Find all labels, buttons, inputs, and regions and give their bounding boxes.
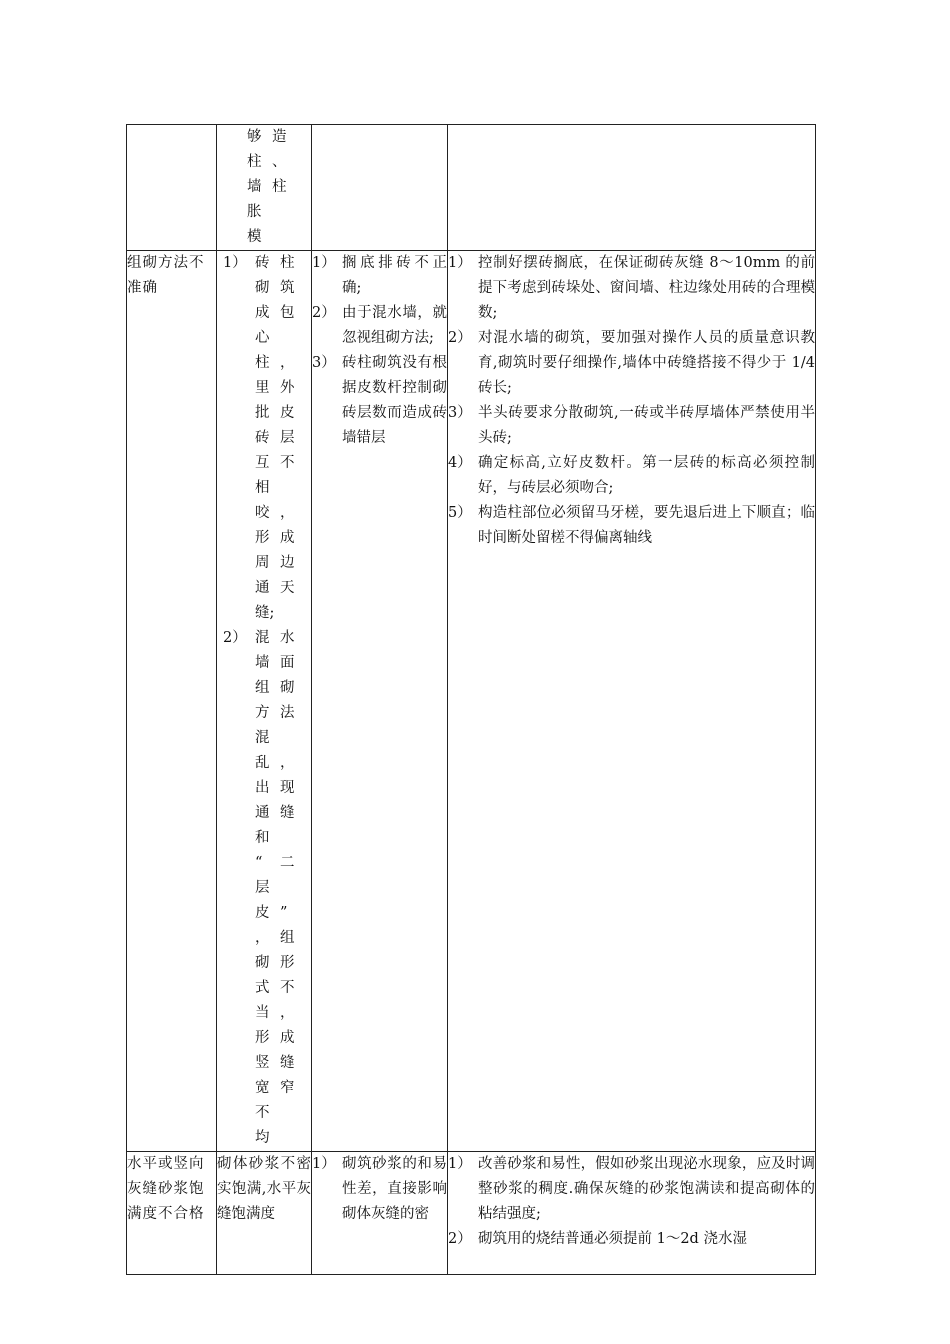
glyph: 组 [280, 930, 295, 946]
glyph: 形 [280, 955, 295, 971]
glyph: 和 [255, 830, 270, 846]
item-chars [255, 626, 305, 1151]
glyph: 不 [280, 980, 295, 996]
glyph: 宽 [255, 1080, 270, 1096]
item-text: 砌筑用的烧结普通必须提前 1～2d 浇水湿 [478, 1231, 747, 1247]
glyph: 互 [255, 455, 270, 471]
glyph: 窄 [280, 1080, 295, 1096]
item-number: 1） [448, 1156, 472, 1172]
glyph: 够 [247, 129, 262, 145]
reason-cell [312, 125, 448, 251]
item-text: 对混水墙的砌筑，要加强对操作人员的质量意识教育,砌筑时要仔细操作,墙体中砖缝搭接不得少于 1/4 砖长; [478, 330, 815, 396]
item-number: 5） [448, 505, 472, 521]
glyph: 不 [280, 455, 295, 471]
glyph: 包 [280, 305, 295, 321]
cause-cell [127, 125, 217, 251]
glyph: 柱 [255, 355, 270, 371]
list-item [448, 326, 815, 401]
item-number: 1） [223, 255, 247, 271]
glyph: 成 [255, 305, 270, 321]
glyph: 缝 [280, 1055, 295, 1071]
list-item [312, 251, 447, 301]
glyph: 水 [280, 630, 295, 646]
symptom-text: 砌体砂浆不密实饱满,水平灰缝饱满度 [217, 1156, 311, 1222]
glyph: 造 [272, 129, 287, 145]
item-number: 3） [448, 405, 472, 421]
glyph: 皮 [255, 905, 270, 921]
glyph [280, 326, 305, 351]
glyph: 胀模 [247, 204, 262, 245]
list-item [448, 251, 815, 326]
item-number: 3） [312, 355, 336, 371]
glyph: 当 [255, 1005, 270, 1021]
item-text: 确定标高,立好皮数杆。第一层砖的标高必须控制好，与砖层必须吻合; [478, 455, 815, 496]
reason-list [312, 251, 447, 451]
glyph: 乱 [255, 755, 270, 771]
list-item [448, 1227, 815, 1252]
item-text: 由于混水墙，就忽视组砌方法; [342, 305, 447, 346]
glyph: 混 [255, 630, 270, 646]
glyph: 不均 [255, 1105, 270, 1146]
glyph: 边 [280, 555, 295, 571]
cause-cell [127, 251, 217, 1152]
glyph: 、 [272, 154, 287, 170]
glyph [280, 826, 305, 851]
reason-list [312, 1152, 447, 1227]
glyph: 周 [255, 555, 270, 571]
item-number: 2） [448, 330, 472, 346]
item-chars [255, 251, 305, 626]
list-item [223, 626, 311, 1151]
list-item [312, 1152, 447, 1227]
glyph: ， [280, 505, 295, 521]
quality-table [126, 124, 816, 1275]
glyph: 混 [255, 730, 270, 746]
glyph: 墙 [247, 179, 262, 195]
glyph: 面 [280, 655, 295, 671]
glyph: 心 [255, 330, 270, 346]
glyph: 通 [255, 805, 270, 821]
glyph: 成 [280, 1030, 295, 1046]
item-number: 1） [312, 255, 336, 271]
glyph: 批 [255, 405, 270, 421]
glyph: 成 [280, 530, 295, 546]
glyph: 现 [280, 780, 295, 796]
glyph: 形 [255, 1030, 270, 1046]
glyph: 相 [255, 480, 270, 496]
glyph: 砖 [255, 255, 270, 271]
measure-cell [448, 251, 816, 1152]
item-text: 构造柱部位必须留马牙槎，要先退后进上下顺直；临时间断处留槎不得偏离轴线 [478, 505, 815, 546]
symptom-cell [217, 125, 312, 251]
item-number: 2） [312, 305, 336, 321]
list-item [448, 451, 815, 501]
symptom-chars [247, 125, 297, 250]
list-item [312, 351, 447, 451]
table-row [127, 251, 816, 1152]
glyph: 砖 [255, 430, 270, 446]
measure-cell [448, 1152, 816, 1275]
glyph: ” [280, 905, 288, 921]
glyph: 砌 [255, 955, 270, 971]
measure-list [448, 251, 815, 551]
item-text: 改善砂浆和易性，假如砂浆出现泌水现象，应及时调整砂浆的稠度.确保灰缝的砂浆饱满读和提高砌体的粘结强度; [478, 1156, 815, 1222]
glyph: ， [255, 930, 270, 946]
glyph: 层 [255, 880, 270, 896]
glyph: 形 [255, 530, 270, 546]
measure-cell [448, 125, 816, 251]
cause-cell [127, 1152, 217, 1275]
item-text: 搁底排砖不正确; [342, 255, 447, 296]
glyph [280, 476, 305, 501]
glyph: 咬 [255, 505, 270, 521]
glyph: 里 [255, 380, 270, 396]
glyph: 柱 [247, 154, 262, 170]
glyph: ， [280, 355, 295, 371]
problem-title: 组砌方法不准确 [127, 255, 205, 296]
glyph: 方 [255, 705, 270, 721]
symptom-cell [217, 251, 312, 1152]
glyph: 外 [280, 380, 295, 396]
item-text: 半头砖要求分散砌筑,一砖或半砖厚墙体严禁使用半头砖; [478, 405, 815, 446]
item-number: 2） [223, 630, 247, 646]
glyph [280, 876, 305, 901]
glyph: 缝 [280, 805, 295, 821]
glyph: 出 [255, 780, 270, 796]
glyph: 缝; [255, 605, 275, 621]
problem-title: 水平或竖向灰缝砂浆饱满度不合格 [127, 1156, 205, 1222]
glyph: 砌 [280, 680, 295, 696]
reason-cell [312, 251, 448, 1152]
list-item [448, 401, 815, 451]
symptom-list [223, 251, 311, 1151]
item-number: 1） [448, 255, 472, 271]
glyph: “ [255, 855, 263, 871]
glyph: 柱 [272, 179, 287, 195]
glyph: 式 [255, 980, 270, 996]
item-text: 砖柱砌筑没有根据皮数杆控制砌砖层数而造成砖墙错层 [342, 355, 447, 446]
list-item [448, 501, 815, 551]
glyph [280, 726, 305, 751]
measure-list [448, 1152, 815, 1252]
glyph: ， [280, 755, 295, 771]
item-number: 2） [448, 1231, 472, 1247]
list-item [312, 301, 447, 351]
table-row [127, 1152, 816, 1275]
glyph: 柱 [280, 255, 295, 271]
item-text: 控制好摆砖搁底，在保证砌砖灰缝 8～10mm 的前提下考虑到砖垛处、窗间墙、柱边缘处用砖的合理模数; [478, 255, 815, 321]
glyph: 天 [280, 580, 295, 596]
item-text: 砌筑砂浆的和易性差，直接影响砌体灰缝的密 [342, 1156, 447, 1222]
glyph: 组 [255, 680, 270, 696]
table-row [127, 125, 816, 251]
glyph [280, 1101, 305, 1151]
list-item [223, 251, 311, 626]
list-item [448, 1152, 815, 1227]
glyph: 墙 [255, 655, 270, 671]
item-number: 1） [312, 1156, 336, 1172]
glyph [280, 601, 305, 626]
glyph: 层 [280, 430, 295, 446]
glyph: 法 [280, 705, 295, 721]
glyph: 二 [280, 855, 295, 871]
glyph: 筑 [280, 280, 295, 296]
glyph: 竖 [255, 1055, 270, 1071]
glyph: ， [280, 1005, 295, 1021]
glyph: 通 [255, 580, 270, 596]
glyph: 皮 [280, 405, 295, 421]
reason-cell [312, 1152, 448, 1275]
symptom-cell [217, 1152, 312, 1275]
item-number: 4） [448, 455, 472, 471]
glyph: 砌 [255, 280, 270, 296]
